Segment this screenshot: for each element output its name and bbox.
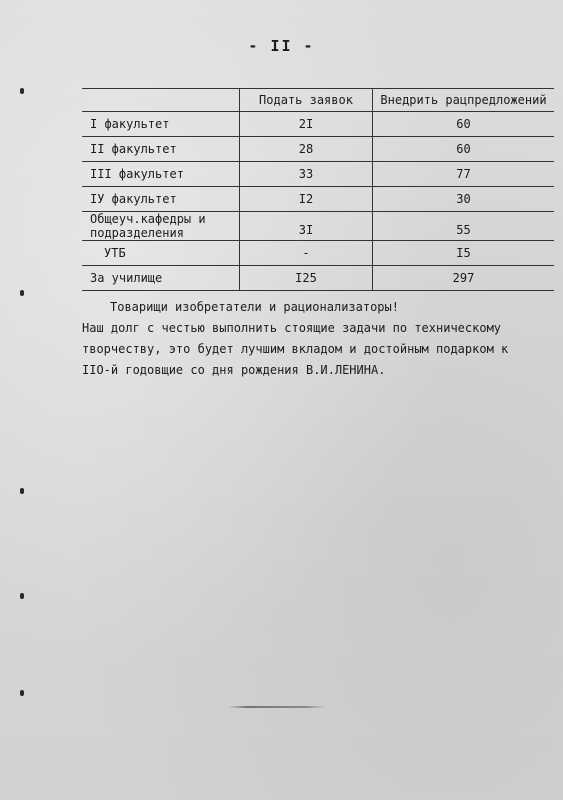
row-proposals: 297 [373,266,555,291]
punch-hole-mark [20,88,24,94]
header-cell-proposals: Внедрить рацпредложений [373,89,555,112]
table-row [82,241,554,266]
punch-hole-mark [20,290,24,296]
row-proposals: 77 [373,162,555,187]
table-row [82,137,554,162]
paragraph-line: творчеству, это будет лучшим вкладом и достойным подарком к [82,342,509,356]
punch-hole-mark [20,690,24,696]
row-name-line-1: Общеуч.кафедры и [90,212,206,226]
table-header-row [82,89,554,112]
pencil-stroke-mark [228,706,326,708]
row-name-line-2: подразделения [90,226,184,240]
row-name [82,212,240,241]
row-proposals: 30 [373,187,555,212]
punch-hole-mark [20,593,24,599]
punch-hole-mark [20,488,24,494]
row-applications: 3I [240,212,373,241]
row-applications: - [240,241,373,266]
table-row-total [82,266,554,291]
table-row [82,112,554,137]
row-name: I факультет [82,112,240,137]
row-applications: 2I [240,112,373,137]
page-number: - II - [248,37,315,55]
paragraph-line: Наш долг с честью выполнить стоящие задачи по техническому [82,321,502,335]
table-row [82,162,554,187]
row-proposals: 60 [373,137,555,162]
faculty-plan-table [82,88,554,291]
row-name: III факультет [82,162,240,187]
row-name: IУ факультет [82,187,240,212]
row-applications: I25 [240,266,373,291]
row-applications: I2 [240,187,373,212]
paragraph-line: IIО-й годовщие со дня рождения В.И.ЛЕНИНА. [82,363,386,377]
row-name: II факультет [82,137,240,162]
row-proposals: I5 [373,241,555,266]
row-name: УТБ [82,241,240,266]
row-name: За училище [82,266,240,291]
header-cell-name [82,89,240,112]
paragraph-line: Товарищи изобретатели и рационализаторы! [110,300,399,314]
header-cell-applications: Подать заявок [240,89,373,112]
table-row [82,187,554,212]
appeal-paragraph [82,297,552,381]
table-row [82,212,554,241]
row-proposals: 55 [373,212,555,241]
row-proposals: 60 [373,112,555,137]
row-applications: 28 [240,137,373,162]
row-applications: 33 [240,162,373,187]
